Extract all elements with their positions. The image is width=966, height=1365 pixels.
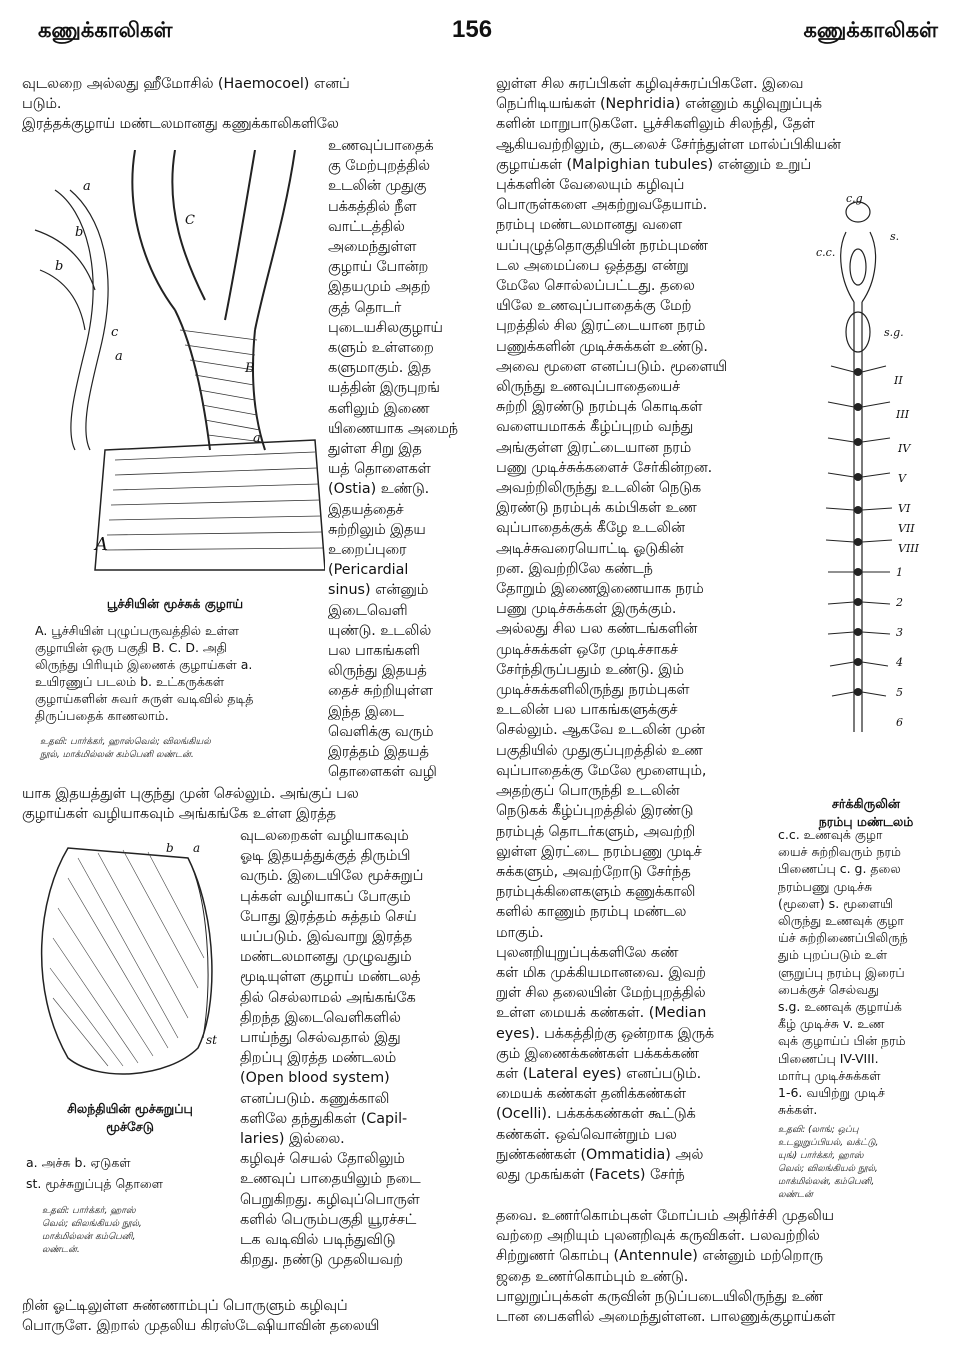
text-line: பாய்ந்து செல்வதால் இது [240,1030,401,1047]
text-line: டல அமைப்பை ஒத்தது என்று [496,257,689,274]
source-line: மாக்மில்லன் கம்பெனி, [42,1232,136,1242]
caption-line: நரம்பணு முடிச்சு [778,878,873,894]
caption-line: மார்பு முடிச்சுக்கள் [778,1067,881,1083]
fig3-label: c.g [846,192,863,205]
text-line: (Ocelli). பக்கக்கண்கள் கூட்டுக் [496,1106,696,1123]
text-line: முடிச்சுக்களிலிருந்து நரம்புகள் [496,682,690,699]
text-line: மூடியுள்ள குழாய் மண்டலத் [240,969,421,986]
text-line: படும். [22,96,62,113]
caption-line: வுக் குழாய்ப் பின் நரம் [778,1033,906,1049]
fig3-label: VIII [898,542,919,555]
fig3-label: 2 [896,596,903,609]
text-line: றன. இவற்றிலே கண்டந் [496,560,653,577]
fig3-label: II [894,374,903,387]
fig3-label: V [898,472,906,485]
source-line: நூல், மாக்மில்லன் கம்பெனி லண்டன். [40,750,194,760]
source-line: லண்டன். [42,1245,80,1255]
text-line: புக்கள் வழியாகப் போகும் [240,888,411,905]
fig2-source [42,1205,242,1257]
text-line: முடிச்சுக்கள் ஒரே முடிச்சாகச் [496,641,678,658]
text-line: வுடலறைகள் வழியாகவும் [240,828,409,844]
caption-line: a. அச்சு b. ஏடுகள் [26,1155,131,1170]
title-line: சர்க்கிருலின் [831,796,901,811]
text-line: சுக்களும், அவற்றோடு சேர்ந்த [496,863,691,880]
text-line: தைச் சுற்றியுள்ள [328,683,433,700]
text-line: நரம்புத் தொடர்களும், அவற்றி [496,823,696,840]
source-line: யுங்) பார்க்கர், ஹாஸ் [778,1151,864,1161]
text-line: புடையசிலகுழாய் [328,319,443,336]
text-line: யத்தின் இருபுறங் [328,380,440,397]
col1-full-text [22,784,490,824]
text-line: தோறும் இணைஇணையாக நரம் [496,581,704,598]
fig2-caption [26,1152,236,1194]
fig2-label: a [193,841,201,855]
fig1-label: b [75,225,84,240]
text-line: எனப்படும். கணுக்காலி [240,1090,390,1107]
caption-line: லிருந்து பிரியும் இணைக் குழாய்கள் a. [35,657,253,672]
source-line: உதவி: பார்க்கர், ஹாஸ் [42,1206,136,1216]
fig1-source [40,736,340,762]
caption-line: யைச் சுற்றிவரும் நரம் [778,844,901,860]
text-line: யத் தொளைகள் [328,461,431,478]
text-line: இந்த இடை [328,703,404,720]
fig3-label: s. [890,230,900,243]
fig3-label: s.g. [884,326,904,339]
text-line: வளையமாகக் கீழ்ப்புறம் வந்து [496,419,694,436]
title-line: மூச்சேடு [106,1119,154,1134]
fig3-label: III [896,408,910,421]
text-line: களிலும் இணை [328,400,430,417]
caption-line: உயிரணுப் படலம் b. உட்கருக்கள் [35,674,225,689]
text-line: தொளைகள் வழி [328,764,437,781]
text-line: அடிச்சுவரையொட்டி ஓடுகின் [496,540,684,557]
text-line: யிணையாக அமைந் [328,420,458,437]
fig3-label: 5 [896,686,903,699]
text-line: ஓடி இதயத்துக்குத் திரும்பி [240,848,411,865]
caption-line: s.g. உணவுக் குழாய்க் [778,999,902,1015]
fig3-label: VII [898,522,915,535]
text-line: லுள்ள இரட்டை நரம்பணு முடிச் [496,843,702,860]
text-line: திறப்பு இரத்த மண்டலம் [240,1050,397,1067]
text-line: பணு முடிச்சுக்கள் இருக்கும். [496,601,677,618]
figure-insect-trachea [25,150,325,580]
text-line: அங்குள்ள இரட்டையான நரம் [496,439,692,456]
text-line: குழாய்கள் (Malpighian tubules) என்னும் உறுப் [496,156,811,173]
text-line: உள்ள மையக் கண்கள். (Median [496,1005,707,1022]
col1-top-text [22,74,490,135]
text-line: உடலின் முதுகு [328,178,427,195]
text-line: யாக இதயத்துள் புகுந்து முன் செல்லும். அங்குப் பல [22,786,359,802]
text-line: புக்களின் வேலையும் கழிவுப் [496,177,685,193]
fig1-caption [35,622,325,724]
text-line: செல்லும். ஆகவே உடலின் முன் [496,722,705,739]
source-line: உடலுறுப்பியல், வக்ட்டு, [778,1138,879,1148]
text-line: eyes). பக்கத்திற்கு ஒன்றாக இருக் [496,1025,715,1042]
text-line: பல பாகங்களி [328,643,420,660]
text-line: பணுக்களின் முடிச்சுக்கள் உண்டு. [496,338,708,355]
text-line: வுப்பாதைக்கு மேலே மூளையும், [496,762,707,779]
source-line: வெல்; விலங்கியல் நூல், [778,1164,878,1174]
fig1-label: c [111,325,119,340]
text-line: கள் (Lateral eyes) எனப்படும். [496,1065,702,1082]
caption-line: தும் புறப்படும் உள் [778,947,888,963]
text-line: கும் இணைக்கண்கள் பக்கக்கண் [496,1045,699,1062]
caption-line: ளுறுப்பு நரம்பு இரைப் [778,964,905,980]
caption-line: கீழ் முடிச்சு v. உண [778,1016,885,1032]
text-line: சுற்றிலும் இதய [328,521,426,538]
text-line: மண்டலமானது முழுவதும் [240,949,412,966]
text-line: வற்றை அறியும் புலனறிவுக் கருவிகள். பலவற்றில் [496,1228,820,1245]
text-line: இரத்தக்குழாய் மண்டலமானது கணுக்காலிகளிலே [22,116,339,133]
text-line: நெப்ரிடியங்கள் (Nephridia) என்னும் கழிவுறுப்புக் [496,96,822,113]
fig3-label: 3 [896,626,903,639]
fig3-source [778,1124,960,1202]
fig3-label: VI [898,502,911,515]
fig1-label: a [253,431,261,446]
fig2-title [20,1100,240,1136]
text-line: வரும். இடையிலே மூச்சுறுப் [240,868,424,885]
text-line: வுப்பாதைக்குக் கீழே உடலின் [496,520,685,537]
running-head-right: கணுக்காலிகள் [803,18,938,42]
fig3-label: 6 [896,716,903,729]
text-line: இதயத்தைச் [328,501,404,518]
fig1-title: பூச்சியின் மூச்சுக் குழாய் [106,596,244,611]
text-line: களில் காணும் நரம்பு மண்டல [496,904,687,921]
text-line: றின் ஓட்டிலுள்ள சுண்ணாம்புப் பொருளும் கழிவுப் [22,1298,348,1314]
caption-line: பைக்குச் செல்வது [778,981,879,997]
caption-line: லிருந்து உணவுக் குழா [778,913,904,929]
text-line: பகுதியில் முதுகுப்புறத்தில் உண [496,742,703,759]
text-line: லிருந்து உணவுப்பாதையைச் [496,379,681,396]
text-line: வெளிக்கு வரும் [328,723,434,740]
col1-bottom-text [22,1296,490,1336]
fig3-caption [778,826,960,1118]
caption-line: c.c. உணவுக் குழா [778,827,883,842]
text-line: அவை மூளை எனப்படும். மூளையி [496,358,728,375]
text-line: அமைந்துள்ள [328,239,417,256]
text-line: ஜதை உணர்கொம்பும் உண்டு. [496,1268,689,1285]
text-line: பொருள்களை அகற்றுவதேயாம். [496,197,708,214]
text-line: கு மேற்புறத்தில் [328,158,430,175]
figure-nervous-system [806,192,946,752]
text-line: பணு முடிச்சுக்களைச் சேர்கின்றன. [496,459,713,476]
text-line: களும் உள்ளறை [328,340,434,357]
fig2-label: b [166,841,174,855]
text-line: லுள்ள சில சுரப்பிகள் கழிவுச்சுரப்பிகளே. இவை [496,76,804,92]
text-line: உறைப்புரை [328,542,407,559]
fig1-label: b [55,259,64,274]
text-line: றுள் சில தலையின் மேற்புறத்தில் [496,985,706,1002]
text-line: புறத்தில் சில இரட்டையான நரம் [496,318,706,335]
text-line: பெறுகிறது. கழிவுப்பொருள் [240,1191,420,1208]
fig1-label: C [185,213,195,228]
text-line: குழாய்கள் வழியாகவும் அங்கங்கே உள்ள இரத்த [22,806,336,823]
caption-line: பிணைப்பு c. g. தலை [778,861,901,877]
text-line: இரண்டு நரம்புக் கம்பிகள் உண [496,500,697,517]
text-line: கிறது. நண்டு முதலியவற் [240,1252,404,1269]
text-line: கழிவுச் செயல் தோலிலும் [240,1151,405,1168]
text-line: உடலின் பல பாகங்களுக்குச் [496,702,678,719]
page-number: 156 [452,16,493,43]
text-line: யிலே உணவுப்பாதைக்கு மேற் [496,298,692,315]
text-line: (Open blood system) [240,1070,390,1087]
text-line: இடைவெளி [328,602,408,619]
fig1-label: B [245,361,255,376]
caption-line: திருப்பதைக் காணலாம். [35,708,169,723]
text-line: இரத்தம் இதயத் [328,744,429,761]
text-line: நெடுகக் கீழ்ப்புறத்தில் இரண்டு [496,803,694,820]
fig1-label: A [95,534,108,555]
col1-narrow-text [328,136,474,783]
col1-lower-text [240,826,476,1270]
fig3-label: 4 [896,656,903,669]
text-line: களிலே தந்துகிகள் (Capil- [240,1110,408,1127]
text-line: ஆகியவற்றிலும், குடலைச் சேர்ந்துள்ள மால்ப்பிகியன் [496,136,841,153]
text-line: நுண்கண்கள் (Ommatidia) அல் [496,1146,704,1163]
text-line: பாலுறுப்புக்கள் கருவின் நடுப்படையிலிருந்து உண் [496,1288,823,1305]
text-line: லிருந்து இதயத் [328,663,427,680]
running-head-left: கணுக்காலிகள் [38,18,173,42]
fig3-label: IV [898,442,911,455]
text-line: திறந்த இடைவெளிகளில் [240,1009,401,1026]
title-line: சிலந்தியின் மூச்சுறுப்பு [67,1101,193,1116]
fig1-label: a [83,179,91,194]
caption-line: A. பூச்சியின் புழுப்பருவத்தில் உள்ள [35,623,239,638]
text-line: யப்படும். இவ்வாறு இரத்த [240,929,413,946]
text-line: அதற்குப் பொருந்தி உடலின் [496,783,680,800]
source-line: லண்டன் [778,1190,813,1200]
fig1-label: a [115,349,123,364]
text-line: (Ostia) உண்டு. [328,481,430,498]
text-line: சிற்றுணர் கொம்பு (Antennule) என்னும் மற்றொரு [496,1248,823,1265]
text-line: யப்புழுத்தொகுதியின் நரம்புமண் [496,237,708,254]
col2-mid-text [496,175,772,1185]
caption-line: பிணைப்பு IV-VIII. [778,1050,879,1066]
text-line: யுண்டு. உடலில் [328,622,432,639]
fig3-label: c.c. [816,246,836,259]
caption-line: (மூளை) s. மூளையி [778,895,893,911]
text-line: sinus) என்னும் [328,582,429,599]
text-line: பக்கத்தில் நீள [328,198,417,215]
text-line: சேர்ந்திருப்பதும் உண்டு. இம் [496,661,684,678]
text-line: இதயமும் அதற் [328,279,431,296]
source-line: மாக்மில்லன், கம்பெனி, [778,1177,875,1187]
source-line: வெல்; விலங்கியல் நூல், [42,1219,142,1229]
text-line: குத் தொடர் [328,299,402,316]
text-line: டக வடிவில் படிந்துவிடு [240,1232,396,1249]
text-line: (Pericardial [328,562,409,579]
text-line: வாட்டத்தில் [328,218,405,235]
caption-line: குழாயின் ஒரு பகுதி B. C. D. அதி [35,640,228,655]
figure-spider-book-lung [28,838,233,1083]
text-line: புலனறியுறுப்புக்களிலே கண் [496,944,679,961]
caption-line: ய்ச் சுற்றிணைப்பிலிருந் [778,930,908,946]
text-line: மையக் கண்கள் தனிக்கண்கள் [496,1086,686,1103]
text-line: போது இரத்தம் சுத்தம் செய் [240,908,417,925]
text-line: அவற்றிலிருந்து உடலின் நெடுக [496,480,702,497]
fig3-label: 1 [896,566,903,579]
text-line: லது முகங்கள் (Facets) சேர்ந் [496,1166,685,1183]
text-line: நரம்புக்கிளைகளும் கணுக்காலி [496,884,696,901]
text-line: களின் மாறுபாடுகளே. பூச்சிகளிலும் சிலந்தி, தேள் [496,116,815,133]
caption-line: சுக்கள். [778,1102,818,1118]
text-line: அல்லது சில பல கண்டங்களின் [496,621,698,638]
fig2-label: st [206,1033,217,1047]
text-line: துள்ள சிறு இத [328,441,422,458]
text-line: laries) இல்லை. [240,1131,345,1148]
text-line: களில் பெரும்பகுதி யூரச்சட் [240,1211,417,1228]
col2-upper-text [496,74,944,175]
text-line: சுற்றி இரண்டு நரம்புக் கொடிகள் [496,399,703,416]
text-line: டான பைகளில் அமைந்துள்ளன. பாலணுக்குழாய்கள் [496,1309,836,1326]
text-line: பொருளே. இறால் முதலிய கிரஸ்டேஷியாவின் தலையி [22,1318,380,1335]
text-line: உணவுப்பாதைக் [328,138,434,154]
text-line: களுமாகும். இத [328,360,431,377]
text-line: தவை. உணர்கொம்புகள் மோப்பம் அதிர்ச்சி முதலிய [496,1208,834,1224]
text-line: வுடலறை அல்லது ஹீமோசில் (Haemocoel) எனப் [22,76,350,92]
text-line: கள் மிக முக்கியமானவை. இவற் [496,964,706,981]
source-line: உதவி: (லாங்; ஒப்பு [778,1125,859,1135]
title-line: நரம்பு மண்டலம் [818,814,914,829]
text-line: குழாய் போன்ற [328,259,429,276]
col2-bottom-text [496,1206,944,1327]
caption-line: 1-6. வயிற்று முடிச் [778,1085,885,1101]
text-line: உணவுப் பாதையிலும் நடை [240,1171,421,1188]
text-line: மாகும். [496,924,544,941]
caption-line: குழாய்களின் சுவர் சுருள் வடிவில் தடித் [35,691,254,706]
text-line: கண்கள். ஒவ்வொன்றும் பல [496,1126,677,1143]
caption-line: st. மூச்சுறுப்புத் தொளை [26,1176,163,1191]
text-line: மேலே சொல்லப்பட்டது. தலை [496,278,695,295]
text-line: தில் செல்லாமல் அங்கங்கே [240,989,416,1006]
text-line: நரம்பு மண்டலமானது வளை [496,217,683,234]
source-line: உதவி: பார்க்கர், ஹாஸ்வெல்; விலங்கியல் [40,737,211,747]
